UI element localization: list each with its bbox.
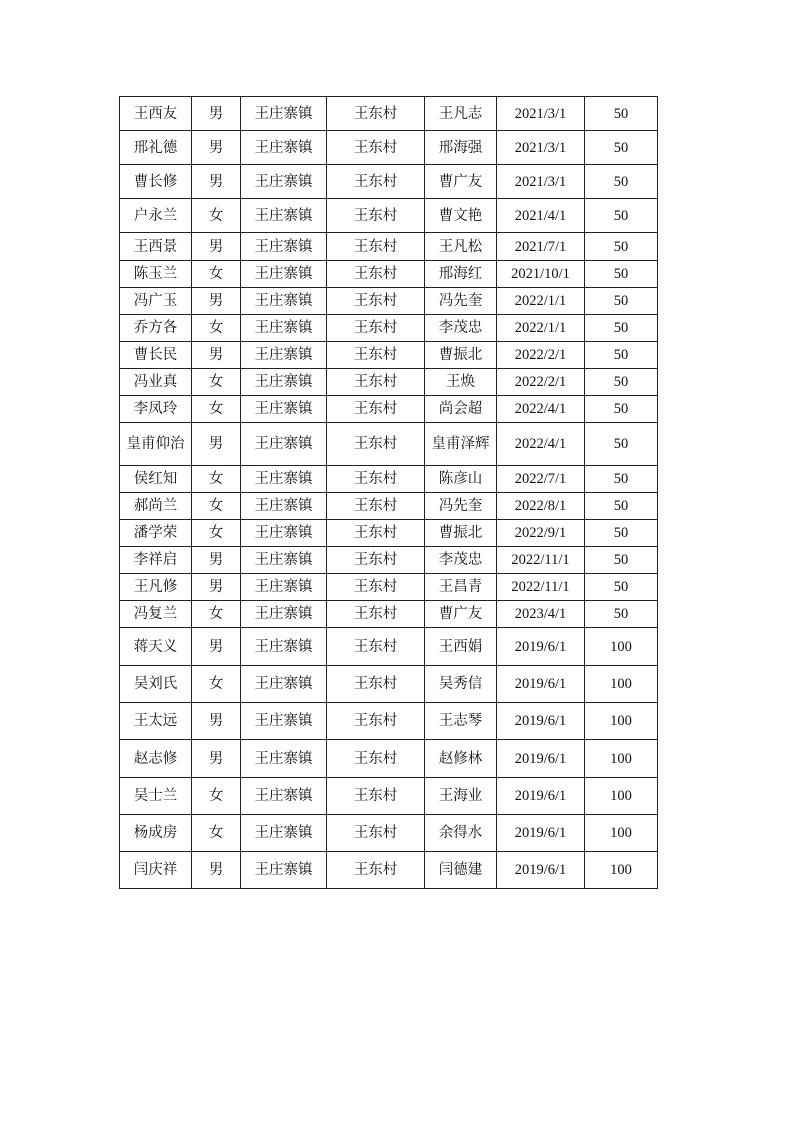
village-cell: 王东村 (327, 815, 425, 852)
date-cell: 2022/2/1 (497, 369, 585, 396)
name-cell: 潘学荣 (120, 520, 192, 547)
village-cell: 王东村 (327, 315, 425, 342)
gender-cell: 女 (192, 601, 241, 628)
name-cell: 王太远 (120, 703, 192, 740)
date-cell: 2023/4/1 (497, 601, 585, 628)
date-cell: 2019/6/1 (497, 815, 585, 852)
amount-cell: 100 (585, 628, 658, 666)
amount-cell: 50 (585, 315, 658, 342)
town-cell: 王庄寨镇 (241, 369, 327, 396)
table-row (120, 703, 658, 740)
village-cell: 王东村 (327, 423, 425, 466)
table-row (120, 574, 658, 601)
village-cell: 王东村 (327, 342, 425, 369)
contact-cell: 李茂忠 (425, 315, 497, 342)
gender-cell: 男 (192, 547, 241, 574)
town-cell: 王庄寨镇 (241, 520, 327, 547)
contact-cell: 闫德建 (425, 852, 497, 889)
contact-cell: 曹广友 (425, 601, 497, 628)
village-cell: 王东村 (327, 520, 425, 547)
town-cell: 王庄寨镇 (241, 97, 327, 131)
contact-cell: 曹广友 (425, 165, 497, 199)
town-cell: 王庄寨镇 (241, 601, 327, 628)
town-cell: 王庄寨镇 (241, 396, 327, 423)
date-cell: 2019/6/1 (497, 740, 585, 778)
gender-cell: 女 (192, 369, 241, 396)
contact-cell: 王西娟 (425, 628, 497, 666)
contact-cell: 王凡志 (425, 97, 497, 131)
table-row (120, 342, 658, 369)
amount-cell: 50 (585, 396, 658, 423)
name-cell: 曹长修 (120, 165, 192, 199)
village-cell: 王东村 (327, 165, 425, 199)
contact-cell: 吴秀信 (425, 666, 497, 703)
gender-cell: 女 (192, 815, 241, 852)
contact-cell: 王海业 (425, 778, 497, 815)
gender-cell: 女 (192, 261, 241, 288)
roster-table (119, 96, 658, 889)
gender-cell: 女 (192, 666, 241, 703)
name-cell: 冯业真 (120, 369, 192, 396)
gender-cell: 男 (192, 342, 241, 369)
date-cell: 2021/7/1 (497, 233, 585, 261)
date-cell: 2019/6/1 (497, 852, 585, 889)
amount-cell: 50 (585, 288, 658, 315)
table-row (120, 423, 658, 466)
town-cell: 王庄寨镇 (241, 852, 327, 889)
date-cell: 2021/4/1 (497, 199, 585, 233)
name-cell: 李祥启 (120, 547, 192, 574)
table-row (120, 396, 658, 423)
name-cell: 曹长民 (120, 342, 192, 369)
date-cell: 2022/11/1 (497, 574, 585, 601)
table-row (120, 601, 658, 628)
amount-cell: 100 (585, 778, 658, 815)
gender-cell: 女 (192, 466, 241, 493)
amount-cell: 100 (585, 666, 658, 703)
town-cell: 王庄寨镇 (241, 466, 327, 493)
town-cell: 王庄寨镇 (241, 493, 327, 520)
amount-cell: 50 (585, 233, 658, 261)
gender-cell: 男 (192, 740, 241, 778)
village-cell: 王东村 (327, 574, 425, 601)
village-cell: 王东村 (327, 396, 425, 423)
village-cell: 王东村 (327, 666, 425, 703)
village-cell: 王东村 (327, 466, 425, 493)
amount-cell: 50 (585, 261, 658, 288)
gender-cell: 女 (192, 493, 241, 520)
name-cell: 闫庆祥 (120, 852, 192, 889)
table-row (120, 165, 658, 199)
name-cell: 吴士兰 (120, 778, 192, 815)
table-row (120, 815, 658, 852)
gender-cell: 男 (192, 703, 241, 740)
amount-cell: 50 (585, 131, 658, 165)
contact-cell: 曹文艳 (425, 199, 497, 233)
town-cell: 王庄寨镇 (241, 740, 327, 778)
name-cell: 陈玉兰 (120, 261, 192, 288)
amount-cell: 100 (585, 852, 658, 889)
contact-cell: 赵修林 (425, 740, 497, 778)
village-cell: 王东村 (327, 261, 425, 288)
date-cell: 2021/3/1 (497, 165, 585, 199)
gender-cell: 男 (192, 233, 241, 261)
amount-cell: 100 (585, 703, 658, 740)
date-cell: 2022/1/1 (497, 288, 585, 315)
date-cell: 2019/6/1 (497, 703, 585, 740)
town-cell: 王庄寨镇 (241, 288, 327, 315)
village-cell: 王东村 (327, 233, 425, 261)
amount-cell: 50 (585, 574, 658, 601)
date-cell: 2021/3/1 (497, 97, 585, 131)
town-cell: 王庄寨镇 (241, 165, 327, 199)
date-cell: 2022/1/1 (497, 315, 585, 342)
village-cell: 王东村 (327, 703, 425, 740)
date-cell: 2019/6/1 (497, 628, 585, 666)
village-cell: 王东村 (327, 97, 425, 131)
gender-cell: 女 (192, 396, 241, 423)
date-cell: 2021/3/1 (497, 131, 585, 165)
table-row (120, 369, 658, 396)
contact-cell: 曹振北 (425, 342, 497, 369)
table-row (120, 288, 658, 315)
table-row (120, 199, 658, 233)
gender-cell: 女 (192, 520, 241, 547)
town-cell: 王庄寨镇 (241, 199, 327, 233)
village-cell: 王东村 (327, 369, 425, 396)
date-cell: 2019/6/1 (497, 666, 585, 703)
town-cell: 王庄寨镇 (241, 574, 327, 601)
amount-cell: 50 (585, 520, 658, 547)
date-cell: 2022/4/1 (497, 396, 585, 423)
name-cell: 杨成房 (120, 815, 192, 852)
gender-cell: 男 (192, 288, 241, 315)
amount-cell: 50 (585, 97, 658, 131)
name-cell: 冯复兰 (120, 601, 192, 628)
gender-cell: 男 (192, 852, 241, 889)
town-cell: 王庄寨镇 (241, 342, 327, 369)
village-cell: 王东村 (327, 131, 425, 165)
gender-cell: 男 (192, 628, 241, 666)
table-row (120, 493, 658, 520)
table-row (120, 628, 658, 666)
amount-cell: 50 (585, 423, 658, 466)
contact-cell: 皇甫泽辉 (425, 423, 497, 466)
gender-cell: 女 (192, 315, 241, 342)
date-cell: 2021/10/1 (497, 261, 585, 288)
date-cell: 2022/4/1 (497, 423, 585, 466)
date-cell: 2022/11/1 (497, 547, 585, 574)
town-cell: 王庄寨镇 (241, 131, 327, 165)
village-cell: 王东村 (327, 628, 425, 666)
table-row (120, 131, 658, 165)
table-row (120, 520, 658, 547)
contact-cell: 尚会超 (425, 396, 497, 423)
contact-cell: 王昌青 (425, 574, 497, 601)
amount-cell: 50 (585, 369, 658, 396)
date-cell: 2019/6/1 (497, 778, 585, 815)
date-cell: 2022/9/1 (497, 520, 585, 547)
table-row (120, 315, 658, 342)
village-cell: 王东村 (327, 493, 425, 520)
name-cell: 乔方各 (120, 315, 192, 342)
contact-cell: 邢海红 (425, 261, 497, 288)
name-cell: 户永兰 (120, 199, 192, 233)
town-cell: 王庄寨镇 (241, 261, 327, 288)
village-cell: 王东村 (327, 740, 425, 778)
town-cell: 王庄寨镇 (241, 315, 327, 342)
name-cell: 邢礼德 (120, 131, 192, 165)
date-cell: 2022/2/1 (497, 342, 585, 369)
town-cell: 王庄寨镇 (241, 815, 327, 852)
contact-cell: 王焕 (425, 369, 497, 396)
table-row (120, 261, 658, 288)
name-cell: 李凤玲 (120, 396, 192, 423)
gender-cell: 男 (192, 574, 241, 601)
amount-cell: 50 (585, 547, 658, 574)
town-cell: 王庄寨镇 (241, 778, 327, 815)
table-row (120, 466, 658, 493)
town-cell: 王庄寨镇 (241, 703, 327, 740)
amount-cell: 50 (585, 165, 658, 199)
village-cell: 王东村 (327, 547, 425, 574)
table-row (120, 547, 658, 574)
amount-cell: 50 (585, 199, 658, 233)
table-row (120, 852, 658, 889)
gender-cell: 男 (192, 165, 241, 199)
gender-cell: 女 (192, 778, 241, 815)
contact-cell: 李茂忠 (425, 547, 497, 574)
gender-cell: 女 (192, 199, 241, 233)
date-cell: 2022/7/1 (497, 466, 585, 493)
contact-cell: 邢海强 (425, 131, 497, 165)
name-cell: 蒋天义 (120, 628, 192, 666)
name-cell: 王西景 (120, 233, 192, 261)
name-cell: 王西友 (120, 97, 192, 131)
village-cell: 王东村 (327, 288, 425, 315)
town-cell: 王庄寨镇 (241, 547, 327, 574)
contact-cell: 王志琴 (425, 703, 497, 740)
village-cell: 王东村 (327, 601, 425, 628)
table-row (120, 778, 658, 815)
amount-cell: 50 (585, 493, 658, 520)
contact-cell: 曹振北 (425, 520, 497, 547)
name-cell: 吴刘氏 (120, 666, 192, 703)
gender-cell: 男 (192, 97, 241, 131)
amount-cell: 100 (585, 815, 658, 852)
amount-cell: 50 (585, 601, 658, 628)
name-cell: 赵志修 (120, 740, 192, 778)
name-cell: 王凡修 (120, 574, 192, 601)
contact-cell: 余得水 (425, 815, 497, 852)
contact-cell: 冯先奎 (425, 288, 497, 315)
gender-cell: 男 (192, 423, 241, 466)
contact-cell: 王凡松 (425, 233, 497, 261)
date-cell: 2022/8/1 (497, 493, 585, 520)
table-row (120, 740, 658, 778)
town-cell: 王庄寨镇 (241, 423, 327, 466)
village-cell: 王东村 (327, 778, 425, 815)
town-cell: 王庄寨镇 (241, 666, 327, 703)
contact-cell: 陈彦山 (425, 466, 497, 493)
name-cell: 冯广玉 (120, 288, 192, 315)
amount-cell: 50 (585, 342, 658, 369)
table-row (120, 666, 658, 703)
name-cell: 郝尚兰 (120, 493, 192, 520)
gender-cell: 男 (192, 131, 241, 165)
table-row (120, 233, 658, 261)
table-row (120, 97, 658, 131)
name-cell: 皇甫仰治 (120, 423, 192, 466)
village-cell: 王东村 (327, 852, 425, 889)
contact-cell: 冯先奎 (425, 493, 497, 520)
town-cell: 王庄寨镇 (241, 233, 327, 261)
roster-table-body (120, 97, 658, 889)
village-cell: 王东村 (327, 199, 425, 233)
amount-cell: 100 (585, 740, 658, 778)
name-cell: 侯红知 (120, 466, 192, 493)
town-cell: 王庄寨镇 (241, 628, 327, 666)
amount-cell: 50 (585, 466, 658, 493)
